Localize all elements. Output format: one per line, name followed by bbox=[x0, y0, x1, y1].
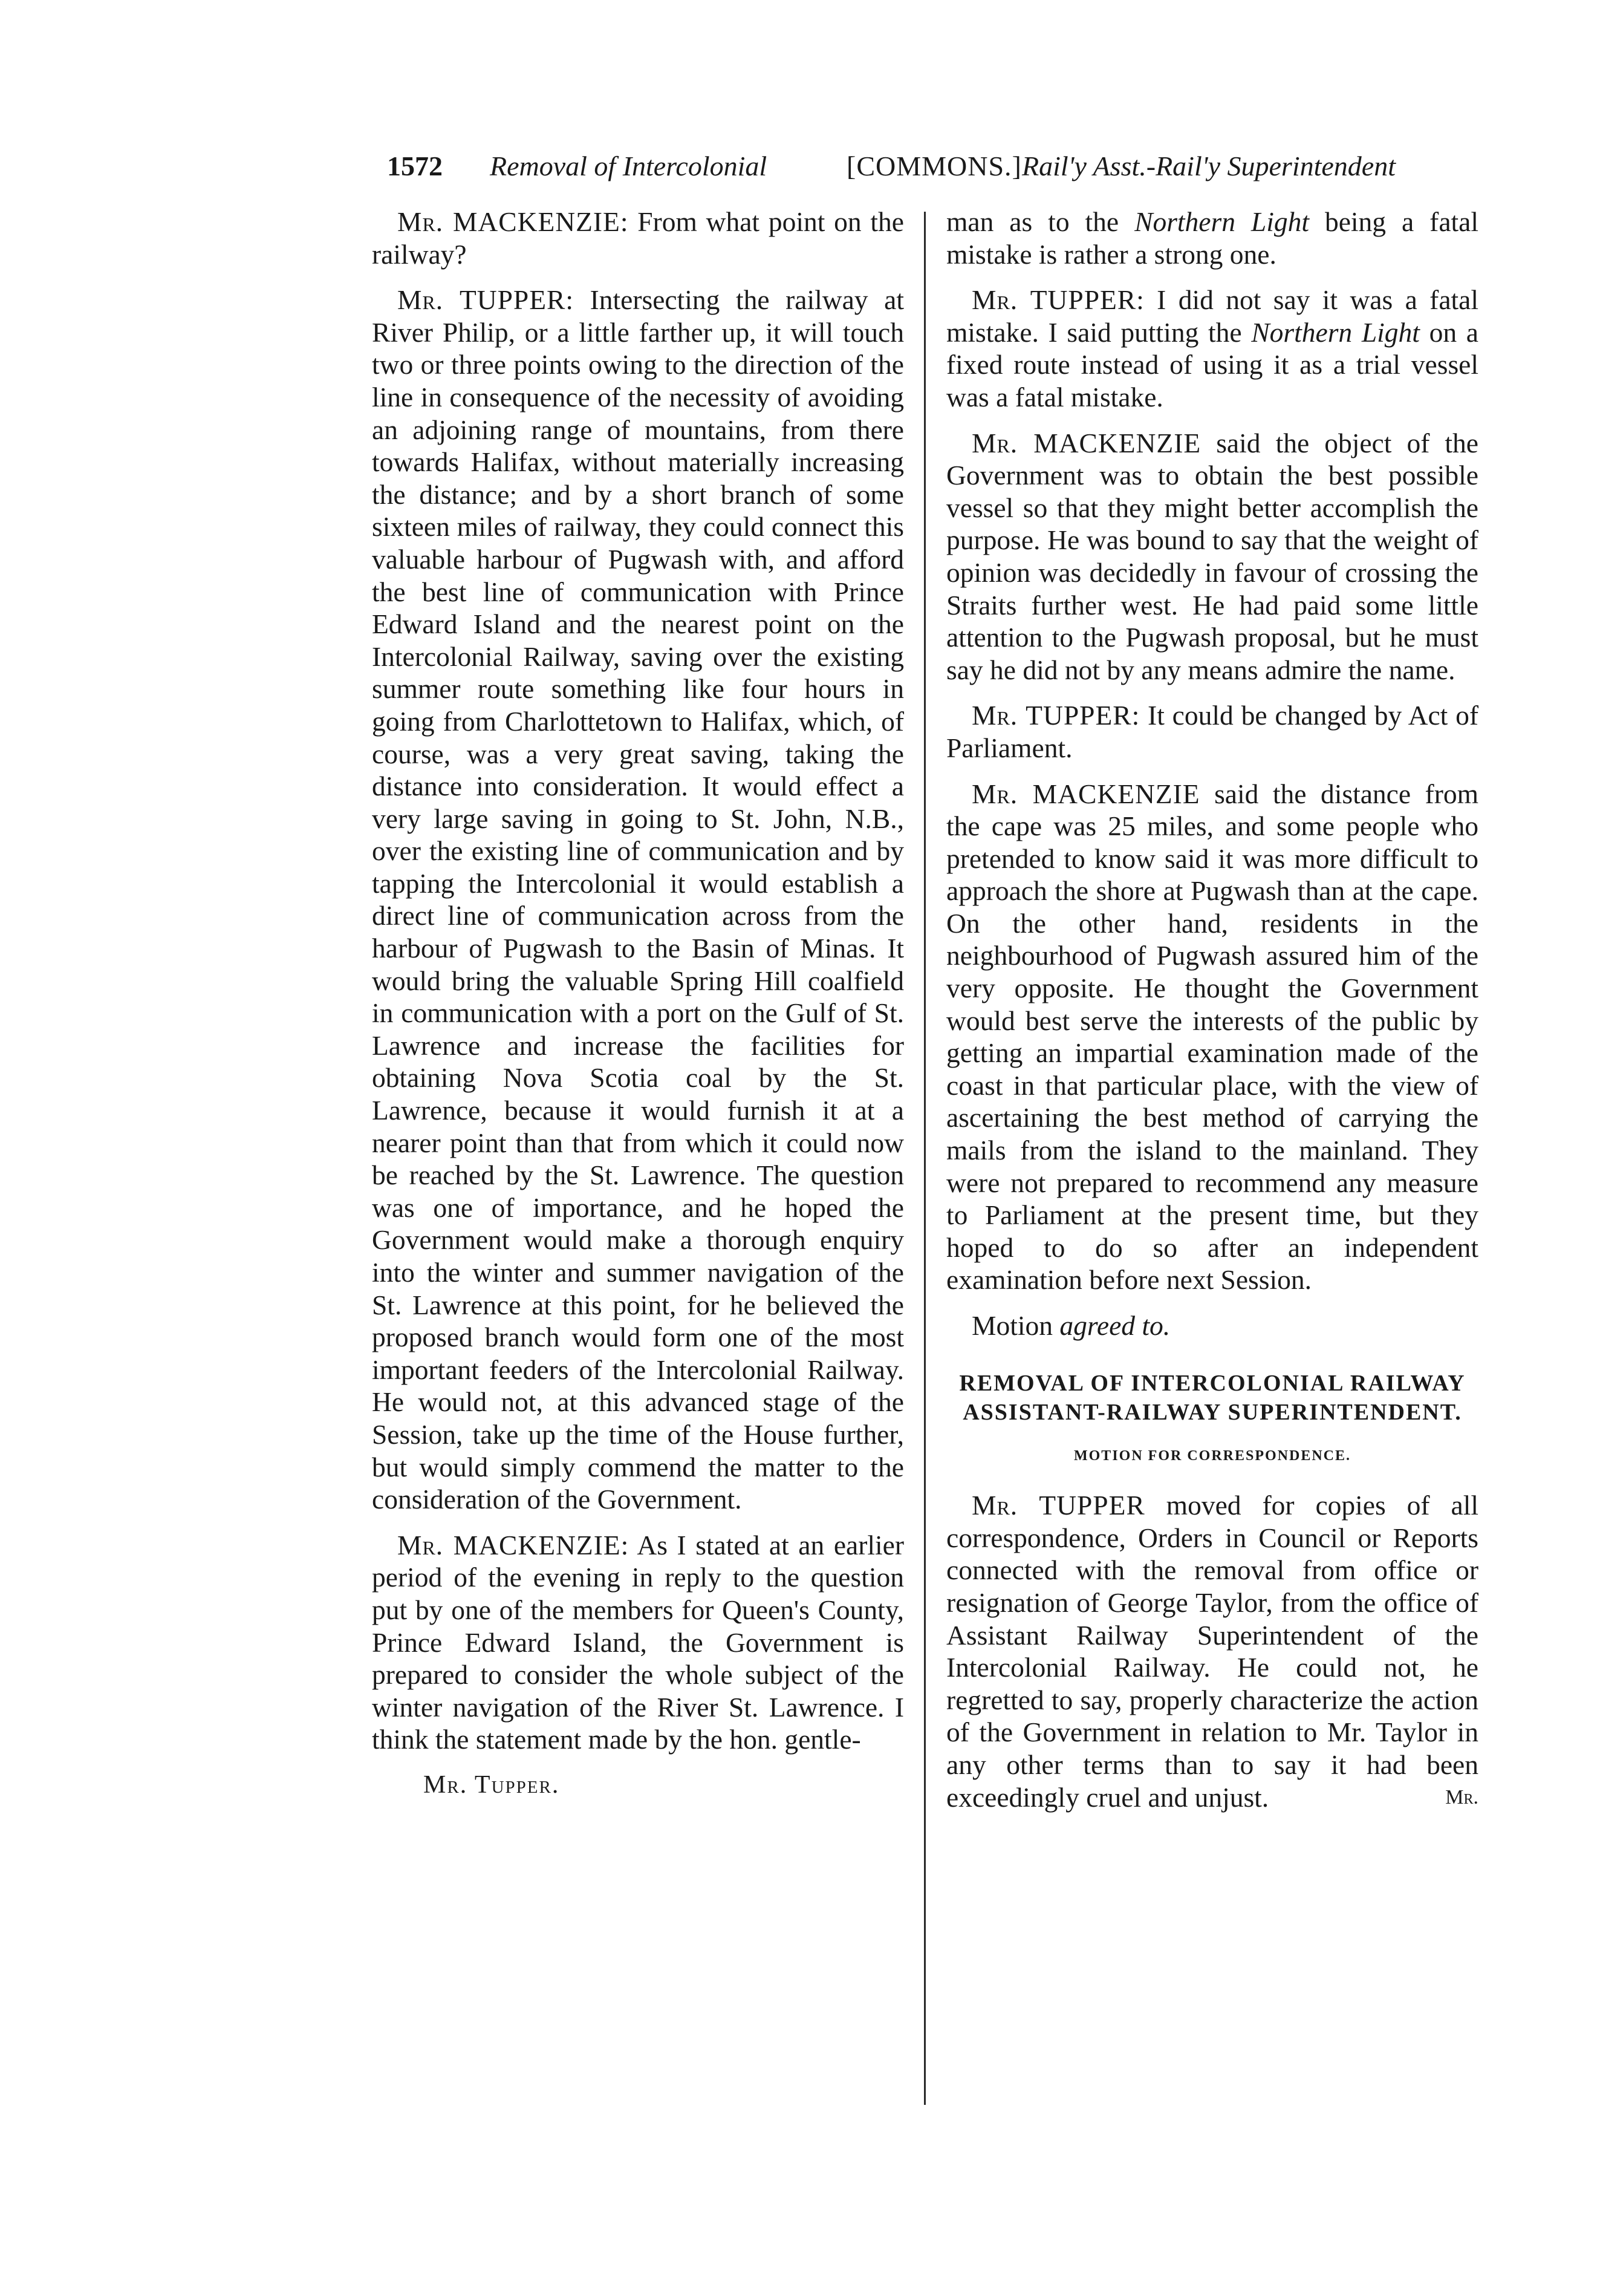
paragraph-text: man as to the bbox=[946, 206, 1135, 237]
paragraph bbox=[946, 206, 1478, 270]
vessel-name: Northern Light bbox=[1134, 206, 1309, 237]
speaker-name: Mr. TUPPER bbox=[972, 1490, 1145, 1521]
paragraph bbox=[372, 206, 904, 270]
paragraph bbox=[946, 284, 1478, 413]
speaker-name: Mr. TUPPER: bbox=[397, 284, 574, 316]
right-column bbox=[946, 206, 1478, 1827]
speaker-name: Mr. MACKENZIE: bbox=[397, 206, 629, 237]
column-divider bbox=[924, 212, 926, 2105]
running-head bbox=[387, 145, 1500, 188]
paragraph bbox=[946, 778, 1478, 1297]
paragraph-text: It could be changed by Act of Parliament. bbox=[946, 700, 1479, 763]
motion-text: Motion bbox=[972, 1310, 1060, 1341]
section-heading: REMOVAL OF INTERCOLONIAL RAILWAY ASSISTANT-RAILWAY SUPERINTENDENT. bbox=[959, 1370, 1466, 1425]
motion-outcome: agreed to. bbox=[1059, 1310, 1171, 1341]
catchword: Mr. bbox=[1445, 1786, 1478, 1808]
paragraph-text: said the object of the Government was to obtain the best possible vessel so that they might better accomplish the purpose. He was bound to say that the weight of opinion was decidedly in favour of crossing the Straits further west. He had paid some little attention to the Pugwash proposal, but he must say he did not by any means admire the name. bbox=[946, 427, 1478, 685]
section-subheading: MOTION FOR CORRESPONDENCE. bbox=[1073, 1447, 1351, 1464]
vessel-name: Northern Light bbox=[1251, 316, 1420, 348]
speaker-name: Mr. TUPPER: bbox=[972, 700, 1140, 731]
speaker-name: Mr. MACKENZIE bbox=[972, 778, 1200, 809]
catchword: Mr. Tupper. bbox=[423, 1770, 560, 1799]
running-title-right: Rail'y Asst.-Rail'y Superintendent bbox=[1022, 151, 1396, 181]
page-number: 1572 bbox=[387, 151, 443, 181]
paragraph-text: As I stated at an earlier period of the evening in reply to the question put by one of the members for Queen's County, Prince Edward Island, the Government is prepared to consider the whole subject of the winter navigation of the River St. Lawrence. I think the statement made by the hon. gentle- bbox=[372, 1529, 904, 1755]
speaker-name: Mr. TUPPER: bbox=[972, 284, 1145, 316]
paragraph bbox=[946, 699, 1478, 764]
paragraph bbox=[946, 1489, 1478, 1813]
speaker-name: Mr. MACKENZIE bbox=[972, 427, 1202, 458]
paragraph-text: I did not say it was a fatal mistake. I said putting the bbox=[946, 284, 1478, 348]
paragraph bbox=[946, 427, 1478, 687]
running-title-center: [COMMONS.] bbox=[847, 151, 1022, 181]
running-title-left: Removal of Intercolonial bbox=[490, 151, 767, 181]
paragraph-text: said the distance from the cape was 25 miles, and some people who pretended to know said it was more difficult to approach the shore at Pugwash than at the cape. On the other hand, residents in the neighbourhood of Pugwash assured him of the very opposite. He thought the Government would best serve the interests of the public by getting an impartial examination made of the coast in that particular place, with the view of ascertaining the best method of carrying the mails from the island to the mainland. They were not prepared to recommend any measure to Parliament at the present time, but they hoped to do so after an independent examination before next Session. bbox=[946, 778, 1478, 1296]
paragraph-text: From what point on the railway? bbox=[372, 206, 904, 270]
paragraph-text: Intersecting the railway at River Philip, or a little farther up, it will touch two or three points owing to the direction of the line in consequence of the necessity of avoiding an adjoining range of mountains, from there towards Halifax, without materially increasing the distance; and by a short branch of some sixteen miles of railway, they could connect this valuable harbour of Pugwash with, and afford the best line of communication with Prince Edward Island and the nearest point on the Intercolonial Railway, saving over the existing summer route something like four hours in going from Charlottetown to Halifax, which, of course, was a very great saving, taking the distance into consideration. It would effect a very large saving in going to St. John, N.B., over the existing line of communication and by tapping the Intercolonial it would establish a direct line of communication across from the harbour of Pugwash to the Basin of Minas. It would bring the valuable Spring Hill coalfield in communication with a port on the Gulf of St. Lawrence and increase the facilities for obtaining Nova Scotia coal by the St. Lawrence, because it would furnish it at a nearer point than that from which it could now be reached by the St. Lawrence. The question was one of importance, and he hoped the Government would make a thorough enquiry into the winter and summer navigation of the St. Lawrence at this point, for he believed the proposed branch would form one of the most important feeders of the Intercolonial Railway. He would not, at this advanced stage of the Session, take up the time of the House further, but would simply commend the matter to the consideration of the Government. bbox=[372, 284, 904, 1515]
paragraph bbox=[372, 1529, 904, 1756]
motion-result bbox=[946, 1309, 1478, 1342]
paragraph bbox=[372, 284, 904, 1516]
left-column bbox=[372, 206, 904, 1802]
paragraph-text: moved for copies of all correspondence, Orders in Council or Reports connected with the removal from office or resignation of George Taylor, from the office of Assistant Railway Superintendent of the Intercolonial Railway. He could not, he regretted to say, properly characterize the action of the Government in relation to Mr. Taylor in any other terms than to say it had been exceedingly cruel and unjust. bbox=[946, 1490, 1478, 1813]
paragraph-text: on a fixed route instead of using it as a trial vessel was a fatal mistake. bbox=[946, 316, 1478, 413]
speaker-name: Mr. MACKENZIE: bbox=[397, 1529, 629, 1561]
paragraph-text: being a fatal mistake is rather a strong one. bbox=[946, 206, 1479, 270]
